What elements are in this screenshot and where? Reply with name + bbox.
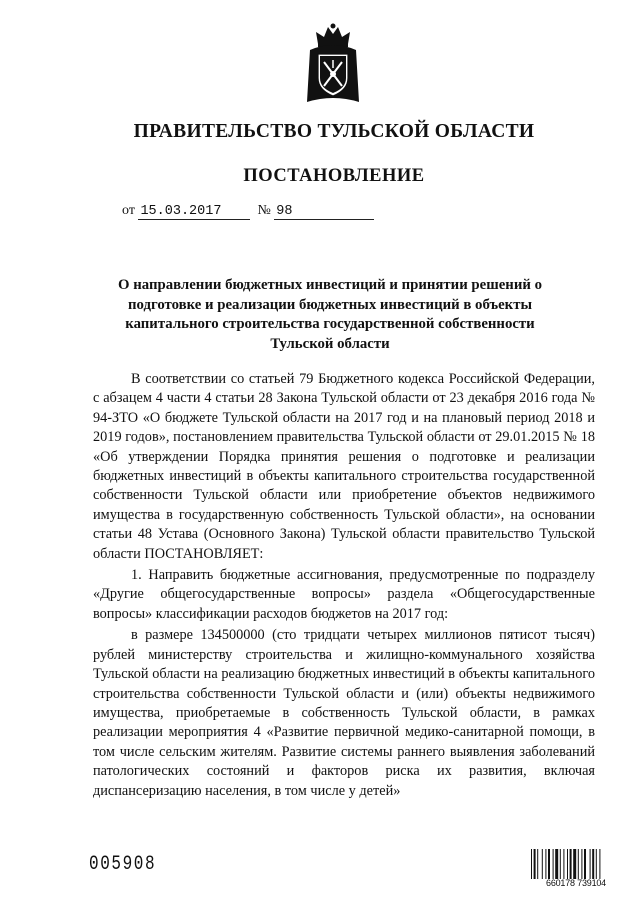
barcode-digits: 660178 739104 bbox=[546, 878, 606, 888]
document-serial-number: 005908 bbox=[89, 853, 157, 876]
government-title: ПРАВИТЕЛЬСТВО ТУЛЬСКОЙ ОБЛАСТИ bbox=[133, 121, 535, 142]
body-paragraph: В соответствии со статьей 79 Бюджетного кодекса Российской Федерации, с абзацем 4 части 4 статьи 28 Закона Тульской области от 23 декабря 2016 года № 94-ЗТО «О бюджете Тульской области на 2017 год и на плановый период 2018 и 2019 годов», постановлением правительства Тульской области от 29.01.2015 № 18 «Об утверждении Порядка принятия решения о подготовке и реализации бюджетных инвестиций в объекты капитального строительства государственной собственности Тульской области или приобретение объектов недвижимого имущества в государственную собственность Тульской области», на основании статьи 48 Устава (Основного Закона) Тульской области правительство Тульской области ПОСТАНОВЛЯЕТ: bbox=[93, 371, 595, 562]
decree-date-line bbox=[122, 203, 374, 220]
barcode-icon bbox=[530, 849, 622, 879]
body-paragraph: 1. Направить бюджетные ассигнования, предусмотренные по подразделу «Другие общегосударственные вопросы» раздела «Общегосударственные вопросы» классификации расходов бюджетов на 2017 год: bbox=[93, 567, 595, 622]
tula-coat-of-arms-icon bbox=[304, 22, 362, 106]
decree-subject: О направлении бюджетных инвестиций и принятии решений о подготовке и реализации бюджетных инвестиций в объекты капитального строительства государственной собственности Тульской области bbox=[118, 277, 542, 352]
date-prefix: от bbox=[122, 203, 135, 218]
decree-date: 15.03.2017 bbox=[138, 205, 250, 220]
decree-body bbox=[93, 370, 595, 801]
decree-number: 98 bbox=[274, 205, 374, 220]
document-type-title: ПОСТАНОВЛЕНИЕ bbox=[243, 166, 425, 186]
body-paragraph: в размере 134500000 (сто тридцати четырех миллионов пятисот тысяч) рублей министерству строительства и жилищно-коммунального хозяйства Тульской области на реализацию бюджетных инвестиций в объекты капитального строительства собственности Тульской области и (или) объекты недвижимого имущества, приобретаемые в собственность Тульской области, в рамках реализации мероприятия 4 «Развитие первичной медико-санитарной помощи, в том числе сельским жителям. Развитие системы раннего выявления заболеваний патологических состояний и факторов риска их развития, включая диспансеризацию населения, в том числе у детей» bbox=[93, 627, 595, 799]
number-prefix: № bbox=[257, 203, 271, 218]
